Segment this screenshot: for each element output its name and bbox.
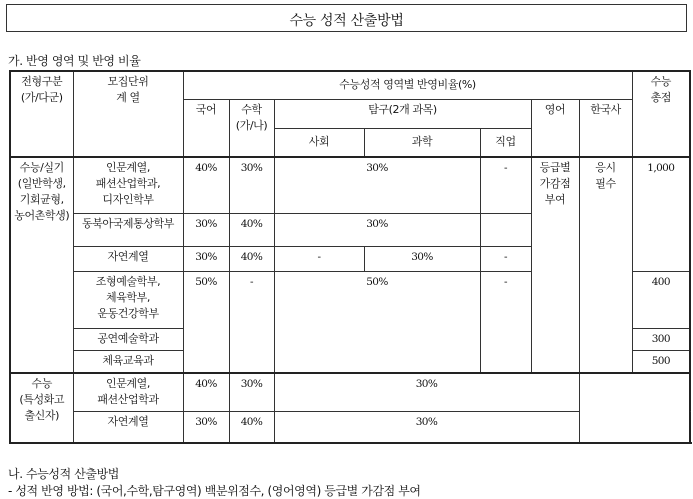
science-value: 30% <box>364 246 480 271</box>
header-type <box>10 71 73 157</box>
job-value: - <box>480 271 531 373</box>
group2-type <box>10 373 73 443</box>
unit-text: 인문계열, 패션산업학과 <box>97 377 159 406</box>
inquiry-value: 30% <box>274 213 480 246</box>
header-history: 한국사 <box>579 99 632 157</box>
header-job: 직업 <box>480 128 531 157</box>
total-value: 400 <box>632 271 690 328</box>
reflection-ratio-table <box>9 70 691 444</box>
table-row-unit: 동북아국제통상학부 <box>73 213 183 246</box>
table-row-unit: 자연계열 <box>73 246 183 271</box>
unit-text: 인문계열, 패션산업학과, 디자인학부 <box>95 161 161 206</box>
math-value: 30% <box>229 157 274 213</box>
header-math <box>229 99 274 157</box>
group1-english <box>531 157 579 373</box>
table-row-unit <box>73 157 183 213</box>
section-heading-ga: 가. 반영 영역 및 반영 비율 <box>8 54 141 68</box>
header-ratio: 수능성적 영역별 반영비율(%) <box>183 71 632 99</box>
group1-history <box>579 157 632 373</box>
inquiry-value: 30% <box>274 373 579 411</box>
header-inquiry: 탐구(2개 과목) <box>274 99 531 128</box>
english-text: 등급별 가감점 부여 <box>539 161 571 206</box>
header-social: 사회 <box>274 128 364 157</box>
section-heading-na: 나. 수능성적 산출방법 <box>8 467 119 481</box>
table-row-unit <box>73 271 183 328</box>
math-value: 40% <box>229 213 274 246</box>
math-value: - <box>229 271 274 373</box>
math-value: 30% <box>229 373 274 411</box>
page-title: 수능 성적 산출방법 <box>289 13 404 29</box>
page-title-bar <box>6 4 687 32</box>
header-total <box>632 71 690 157</box>
korean-value: 30% <box>183 246 229 271</box>
group2-type-text: 수능 (특성화고 출신자) <box>19 377 65 422</box>
header-science: 과학 <box>364 128 480 157</box>
header-english: 영어 <box>531 99 579 157</box>
header-unit <box>73 71 183 157</box>
table-row-unit: 자연계열 <box>73 411 183 443</box>
total-value: 300 <box>632 328 690 350</box>
korean-value: 40% <box>183 373 229 411</box>
korean-value: 30% <box>183 411 229 443</box>
total-value: 500 <box>632 350 690 373</box>
unit-text: 조형예술학부, 체육학부, 운동건강학부 <box>95 274 161 320</box>
social-value: - <box>274 246 364 271</box>
header-unit-text: 모집단위 계 열 <box>107 75 149 104</box>
korean-value: 50% <box>183 271 229 373</box>
total-value: 1,000 <box>632 157 690 271</box>
table-row-unit: 체육교육과 <box>73 350 183 373</box>
header-total-text: 수능 총점 <box>650 75 672 104</box>
history-text: 응시 필수 <box>595 161 616 190</box>
korean-value: 40% <box>183 157 229 213</box>
math-value: 40% <box>229 411 274 443</box>
inquiry-value: 30% <box>274 157 480 213</box>
korean-value: 30% <box>183 213 229 246</box>
table-row-unit: 공연예술학과 <box>73 328 183 350</box>
group2-blank <box>579 373 690 443</box>
job-value-empty <box>480 213 531 246</box>
inquiry-value: 50% <box>274 271 480 373</box>
table-row-unit <box>73 373 183 411</box>
header-type-text: 전형구분 (가/다군) <box>20 75 63 104</box>
job-value: - <box>480 157 531 213</box>
section-na-description: - 성적 반영 방법: (국어,수학,탐구영역) 백분위점수, (영어영역) 등급별 가감점 부여 <box>8 484 421 498</box>
header-korean: 국어 <box>183 99 229 157</box>
group1-type <box>10 157 73 373</box>
header-math-text: 수학 (가/나) <box>235 102 268 132</box>
group1-type-text: 수능/실기 (일반학생, 기회균형, 농어촌학생) <box>14 161 70 222</box>
math-value: 40% <box>229 246 274 271</box>
inquiry-value: 30% <box>274 411 579 443</box>
job-value: - <box>480 246 531 271</box>
